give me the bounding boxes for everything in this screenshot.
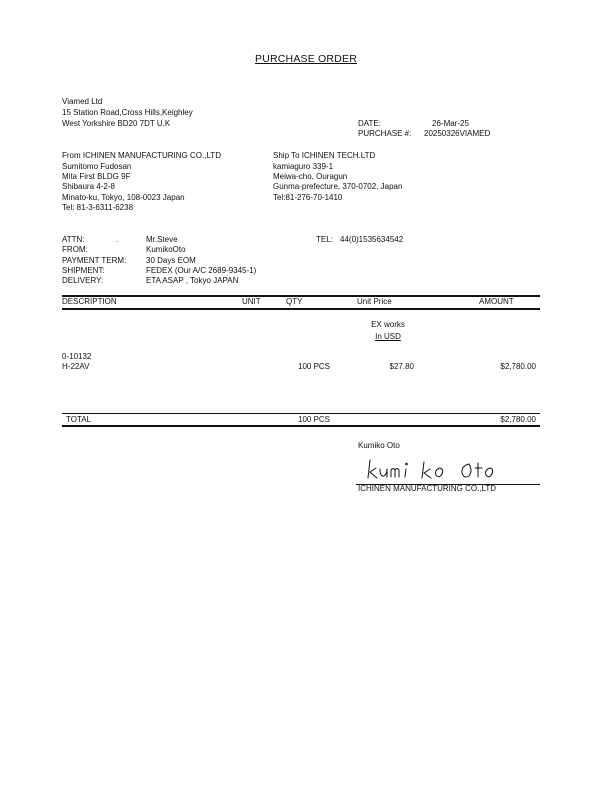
attn-value: Mr.Steve (146, 235, 178, 244)
header-amount: AMOUNT (479, 297, 514, 306)
signatory-company: ICHINEN MANUFACTURING CO.,LTD (358, 484, 497, 493)
payment-term-label: PAYMENT TERM: (62, 256, 127, 265)
tel-label: TEL: (316, 235, 333, 244)
from-value: KumikoOto (146, 245, 186, 254)
delivery-value: ETA ASAP , Tokyo JAPAN (146, 276, 239, 285)
date-label: DATE: (358, 119, 381, 128)
po-number-value: 20250326VIAMED (424, 129, 491, 138)
ship-to-line: kamiaguro 339-1 (273, 162, 334, 171)
total-label: TOTAL (66, 415, 92, 424)
total-amount: $2,780.00 (500, 415, 536, 424)
document-title: PURCHASE ORDER (255, 53, 357, 65)
date-value: 26-Mar-25 (432, 119, 469, 128)
payment-term-value: 30 Days EOM (146, 256, 196, 265)
signatory-name: Kumiko Oto (358, 441, 400, 450)
attn-label: ATTN: (62, 235, 85, 244)
item-amount: $2,780.00 (500, 362, 536, 371)
from-line: Shibaura 4-2-8 (62, 182, 115, 191)
table-header-rule (62, 308, 540, 310)
tel-value: 44(0)1535634542 (340, 235, 404, 244)
shipment-label: SHIPMENT: (62, 266, 105, 275)
total-top-rule (62, 413, 540, 414)
item-unit-price: $27.80 (389, 362, 414, 371)
from-line: From ICHINEN MANUFACTURING CO.,LTD (62, 151, 221, 160)
ship-to-line: Tel:81-276-70-1410 (273, 193, 343, 202)
delivery-label: DELIVERY: (62, 276, 104, 285)
from-line: Tel: 81-3-6311-6238 (62, 203, 134, 212)
item-name: H-22AV (62, 362, 90, 371)
from-line: Minato-ku, Tokyo, 108-0023 Japan (62, 193, 185, 202)
buyer-line: West Yorkshire BD20 7DT U.K (62, 119, 171, 128)
attn-dot: . (116, 235, 119, 244)
header-unit: UNIT (242, 297, 261, 306)
ship-to-line: Ship To ICHINEN TECH.LTD (273, 151, 376, 160)
po-number-label: PURCHASE #: (358, 129, 412, 138)
price-note-currency: In USD (375, 332, 401, 341)
total-bottom-rule (62, 425, 540, 427)
handwritten-signature (362, 454, 522, 484)
buyer-line: Viamed Ltd (62, 97, 103, 106)
ship-to-line: Gunma-prefecture, 370-0702, Japan (273, 182, 403, 191)
ship-to-line: Meiwa-cho, Ouragun (273, 172, 348, 181)
price-note-exworks: EX works (371, 320, 405, 329)
total-qty: 100 PCS (298, 415, 331, 424)
item-qty: 100 PCS (298, 362, 331, 371)
buyer-line: 15 Station Road,Cross Hills,Keighley (62, 108, 193, 117)
header-unit-price: Unit Price (357, 297, 392, 306)
header-qty: QTY (286, 297, 303, 306)
from-label: FROM: (62, 245, 88, 254)
from-line: Sumitomo Fudosan (62, 162, 132, 171)
header-description: DESCRIPTION (62, 297, 117, 306)
item-code: 0-10132 (62, 352, 92, 361)
shipment-value: FEDEX (Our A/C 2689-9345-1) (146, 266, 257, 275)
from-line: Mita First BLDG 9F (62, 172, 131, 181)
